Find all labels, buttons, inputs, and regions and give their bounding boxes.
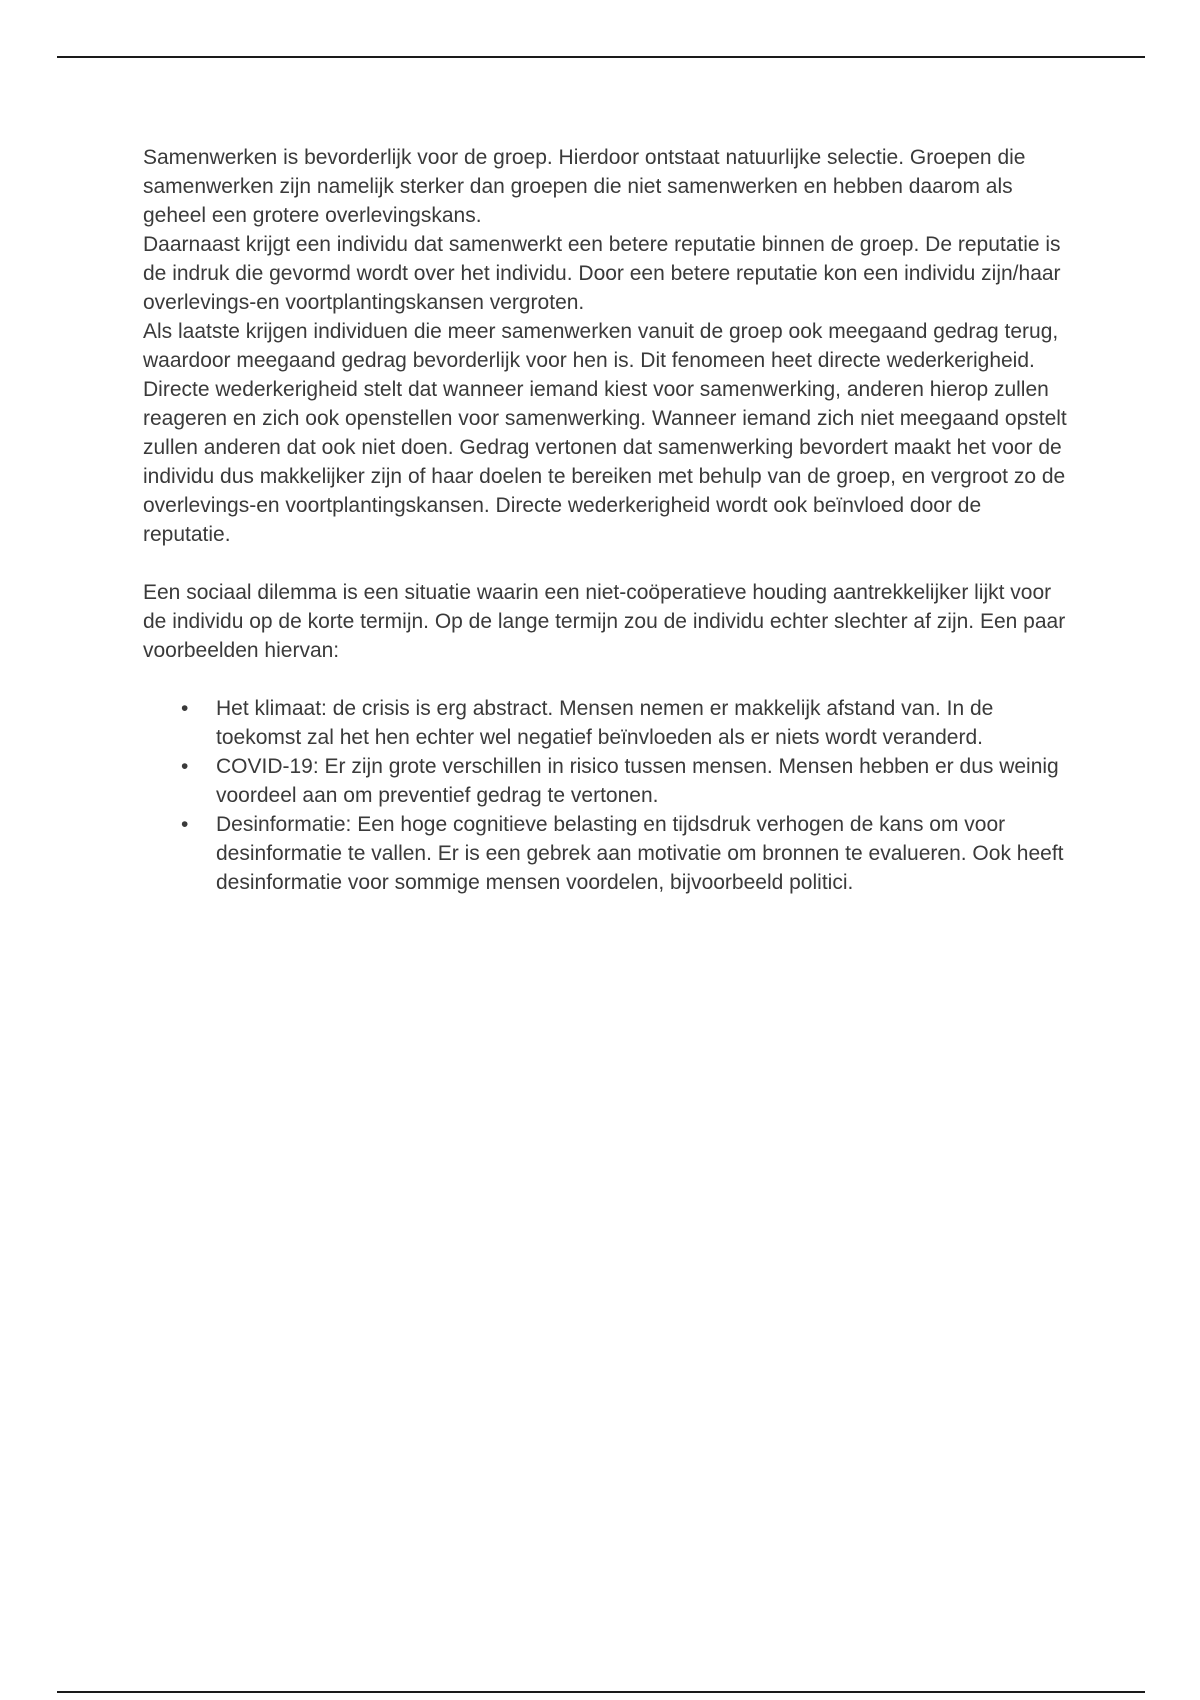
paragraph-natural-selection: Samenwerken is bevorderlijk voor de groep. Hierdoor ontstaat natuurlijke selectie. Groepen die samenwerken zijn namelijk sterker dan groepen die niet samenwerken en hebben daarom als geheel een grotere overlevingskans. (143, 146, 1026, 227)
list-item (143, 752, 1068, 810)
paragraph-spacer (143, 665, 1068, 694)
bullet-icon: • (181, 755, 189, 778)
paragraph-social-dilemma: Een sociaal dilemma is een situatie waarin een niet-coöperatieve houding aantrekkelijker lijkt voor de individu op de korte termijn. Op de lange termijn zou de individu echter slechter af zijn. Een paar voorbeelden hiervan: (143, 581, 1066, 662)
bullet-icon: • (181, 813, 189, 836)
list-item (143, 694, 1068, 752)
list-item (143, 810, 1068, 897)
paragraph-spacer (143, 549, 1068, 578)
document-body (143, 143, 1068, 897)
bullet-icon: • (181, 697, 189, 720)
paragraph-direct-reciprocity: Als laatste krijgen individuen die meer samenwerken vanuit de groep ook meegaand gedrag terug, waardoor meegaand gedrag bevorderlijk voor hen is. Dit fenomeen heet directe wederkerigheid. Directe wederkerigheid stelt dat wanneer iemand kiest voor samenwerking, anderen hierop zullen reageren en zich ook openstellen voor samenwerking. Wanneer iemand zich niet meegaand opstelt zullen anderen dat ook niet doen. Gedrag vertonen dat samenwerking bevordert maakt het voor de individu dus makkelijker zijn of haar doelen te bereiken met behulp van de groep, en vergroot zo de overlevings-en voortplantingskansen. Directe wederkerigheid wordt ook beïnvloed door de reputatie. (143, 320, 1067, 546)
paragraph-reputation: Daarnaast krijgt een individu dat samenwerkt een betere reputatie binnen de groep. De reputatie is de indruk die gevormd wordt over het individu. Door een betere reputatie kon een individu zijn/haar overlevings-en voortplantingskansen vergroten. (143, 233, 1061, 314)
examples-list (143, 694, 1068, 897)
footer-rule (57, 1691, 1145, 1693)
header-rule (57, 56, 1145, 58)
list-item-text: Desinformatie: Een hoge cognitieve belasting en tijdsdruk verhogen de kans om voor desinformatie te vallen. Er is een gebrek aan motivatie om bronnen te evalueren. Ook heeft desinformatie voor sommige mensen voordelen, bijvoorbeeld politici. (216, 813, 1064, 894)
list-item-text: COVID-19: Er zijn grote verschillen in risico tussen mensen. Mensen hebben er dus weinig voordeel aan om preventief gedrag te vertonen. (216, 755, 1059, 807)
list-item-text: Het klimaat: de crisis is erg abstract. Mensen nemen er makkelijk afstand van. In de toekomst zal het hen echter wel negatief beïnvloeden als er niets wordt veranderd. (216, 697, 994, 749)
